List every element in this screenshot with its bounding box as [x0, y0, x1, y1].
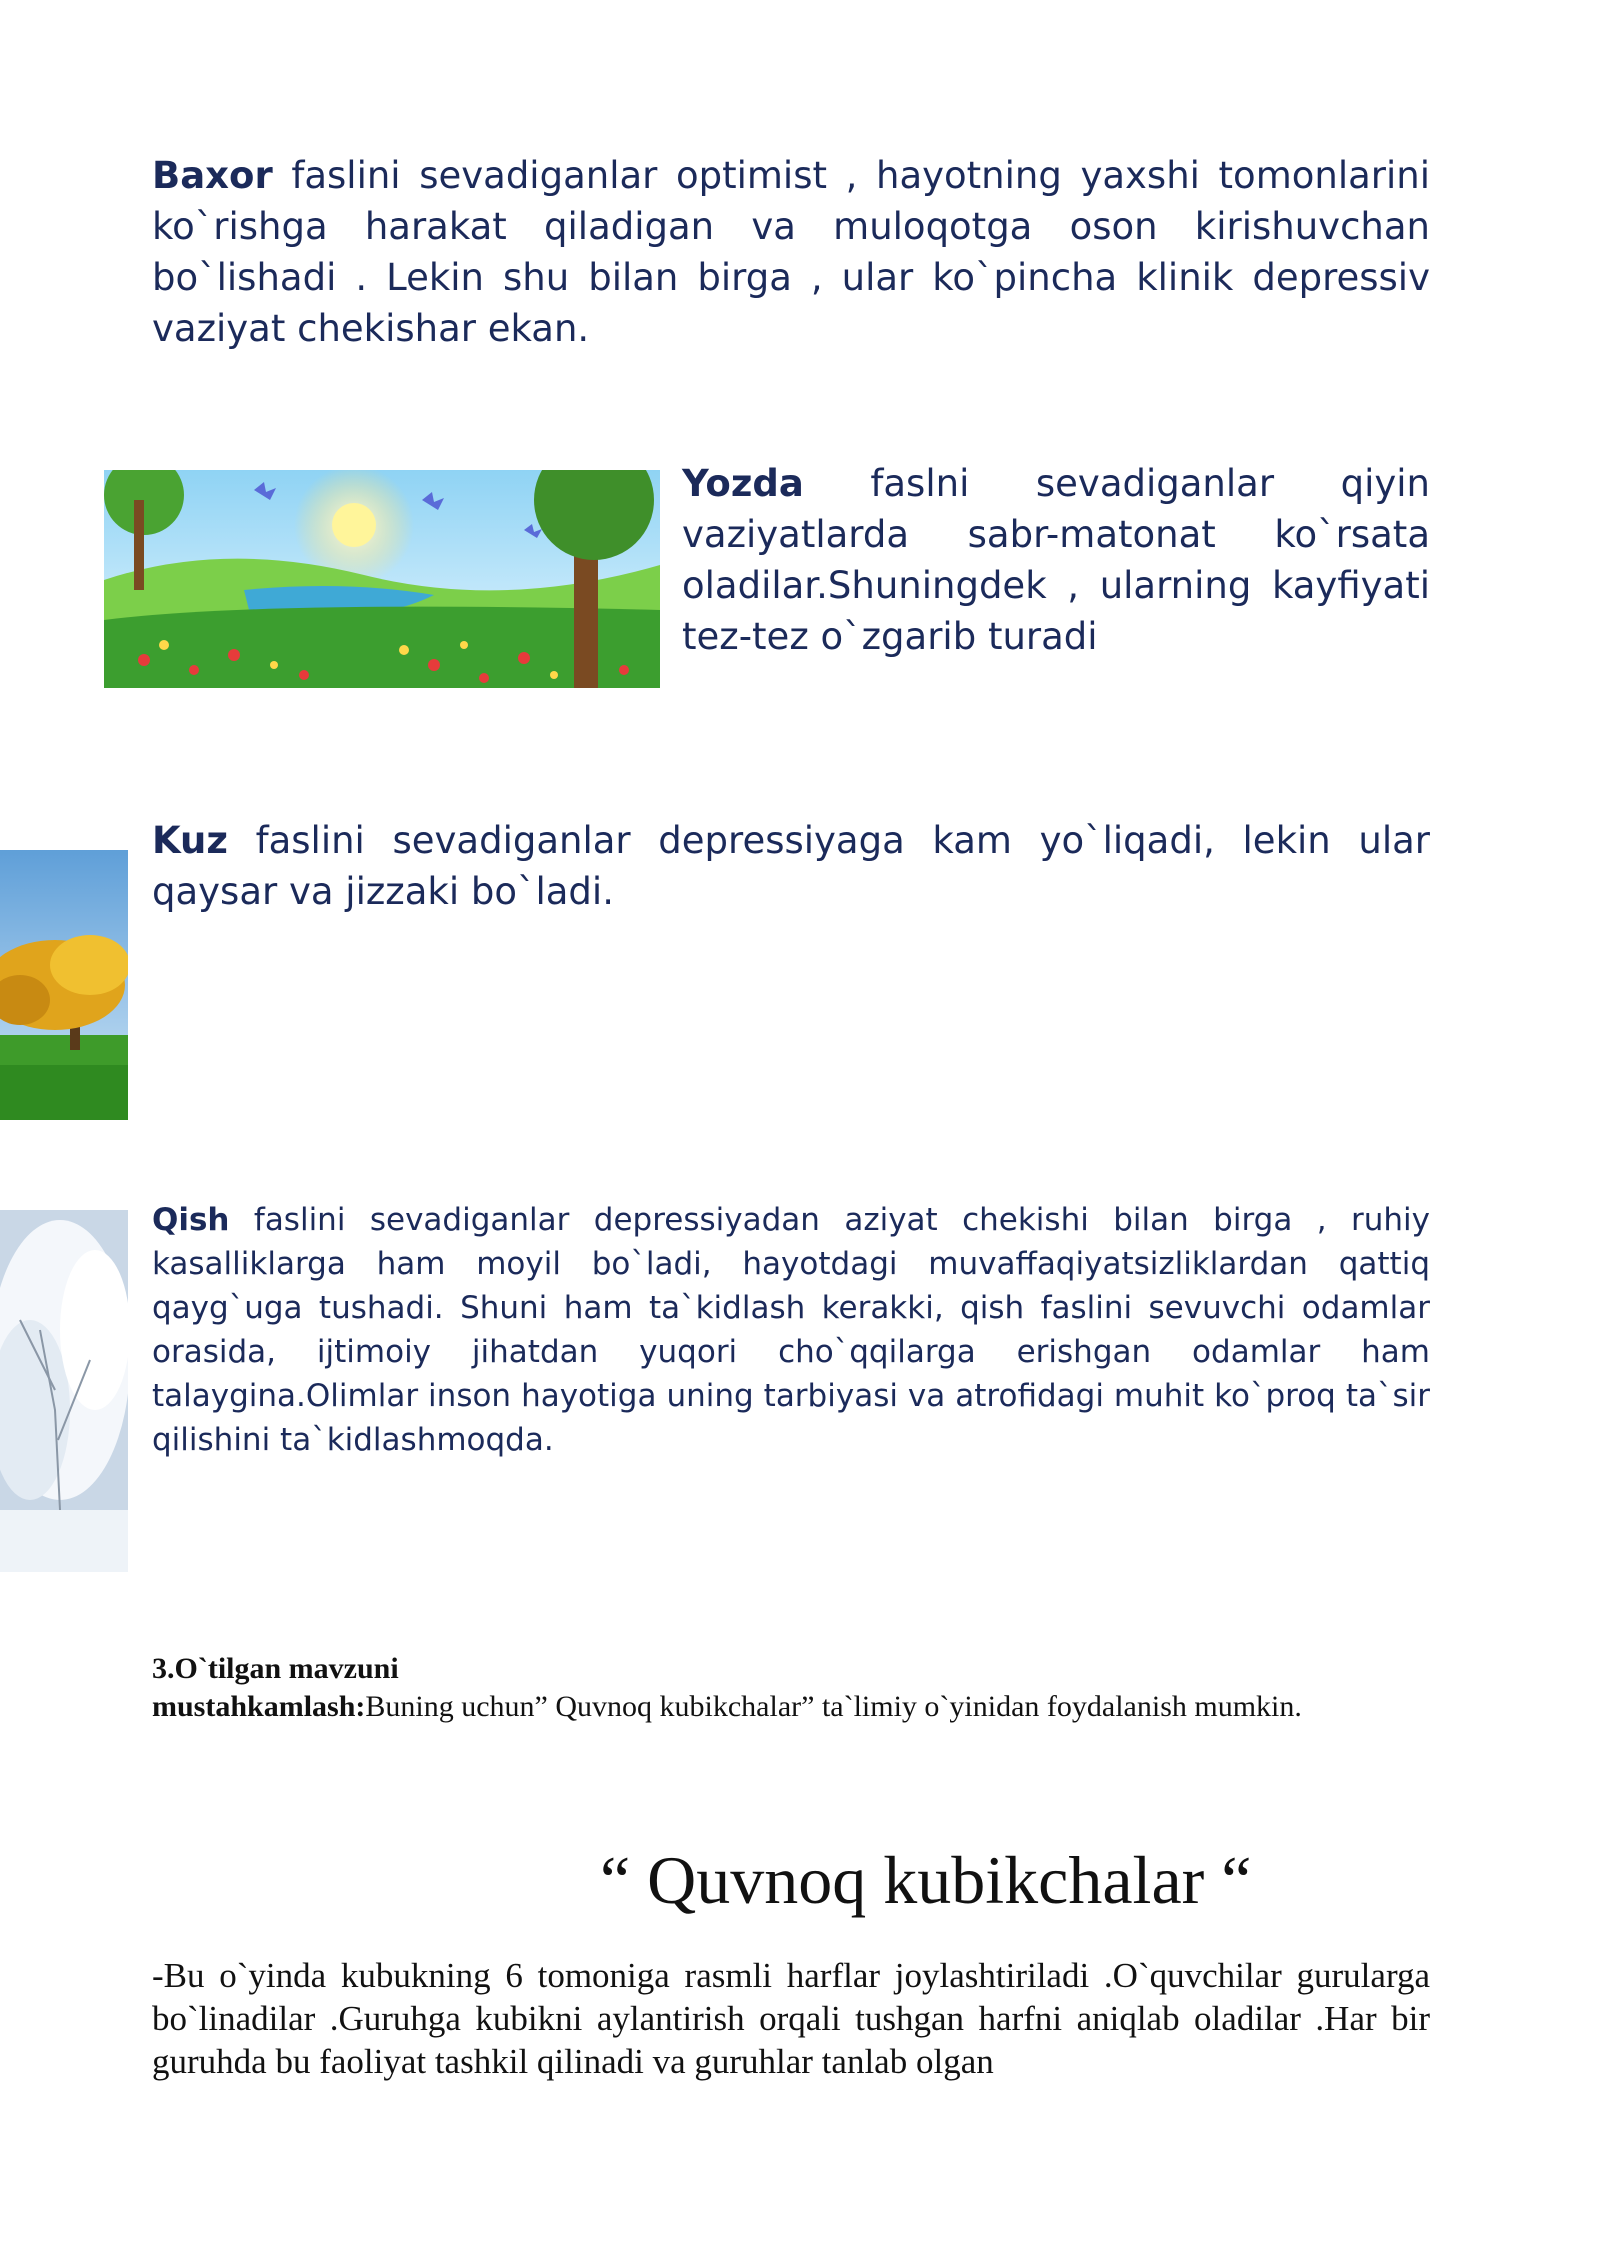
yozda-lead: Yozda	[682, 462, 804, 505]
section-3-text: Buning uchun” Quvnoq kubikchalar” ta`limiy o`yinidan foydalanish mumkin.	[365, 1690, 1302, 1723]
qish-text: faslini sevadiganlar depressiyadan aziyat chekishi bilan birga , ruhiy kasalliklarga ham moyil bo`ladi, hayotdagi muvaffaqiyatsizliklardan qattiq qayg`uga tushadi. Shuni ham ta`kidlash kerakki, qish faslini sevuvchi odamlar orasida, ijtimoiy jihatdan yuqori cho`qqilarga erishgan odamlar ham talaygina.Olimlar inson hayotiga uning tarbiyasi va atrofidagi muhit ko`proq ta`sir qilishini ta`kidlashmoqda.	[152, 1202, 1430, 1458]
qish-paragraph	[152, 1198, 1430, 1462]
baxor-text: faslini sevadiganlar optimist , hayotning yaxshi tomonlarini ko`rishga harakat qiladigan va muloqotga oson kirishuvchan bo`lishadi . Lekin shu bilan birga , ular ko`pincha klinik depressiv vaziyat chekishar ekan.	[152, 154, 1430, 350]
baxor-paragraph	[152, 150, 1430, 354]
baxor-lead: Baxor	[152, 154, 273, 197]
qish-lead: Qish	[152, 1202, 230, 1238]
section-3	[152, 1650, 1452, 1726]
kuz-paragraph	[152, 815, 1430, 917]
winter-tree-image	[0, 1210, 128, 1572]
game-description: -Bu o`yinda kubukning 6 tomoniga rasmli harflar joylashtiriladi .O`quvchilar gurularga bo`linadilar .Guruhga kubikni aylantirish orqali tushgan harfni aniqlab oladilar .Har bir guruhda bu faoliyat tashkil qilinadi va guruhlar tanlab olgan	[152, 1956, 1430, 2081]
section-3-body	[152, 1688, 1452, 1726]
section-3-heading-2: mustahkamlash:	[152, 1690, 366, 1723]
section-3-heading: 3.O`tilgan mavzuni	[152, 1652, 399, 1685]
yozda-paragraph	[682, 458, 1430, 662]
summer-landscape-image	[104, 470, 660, 688]
game-title: “ Quvnoq kubikchalar “	[600, 1842, 1252, 1918]
autumn-tree-image	[0, 850, 128, 1120]
kuz-text: faslini sevadiganlar depressiyaga kam yo`liqadi, lekin ular qaysar va jizzaki bo`ladi.	[152, 819, 1430, 913]
kuz-lead: Kuz	[152, 819, 228, 862]
yozda-text: faslni sevadiganlar qiyin vaziyatlarda sabr-matonat ko`rsata oladilar.Shuningdek , ularning kayfiyati tez-tez o`zgarib turadi	[682, 462, 1430, 658]
